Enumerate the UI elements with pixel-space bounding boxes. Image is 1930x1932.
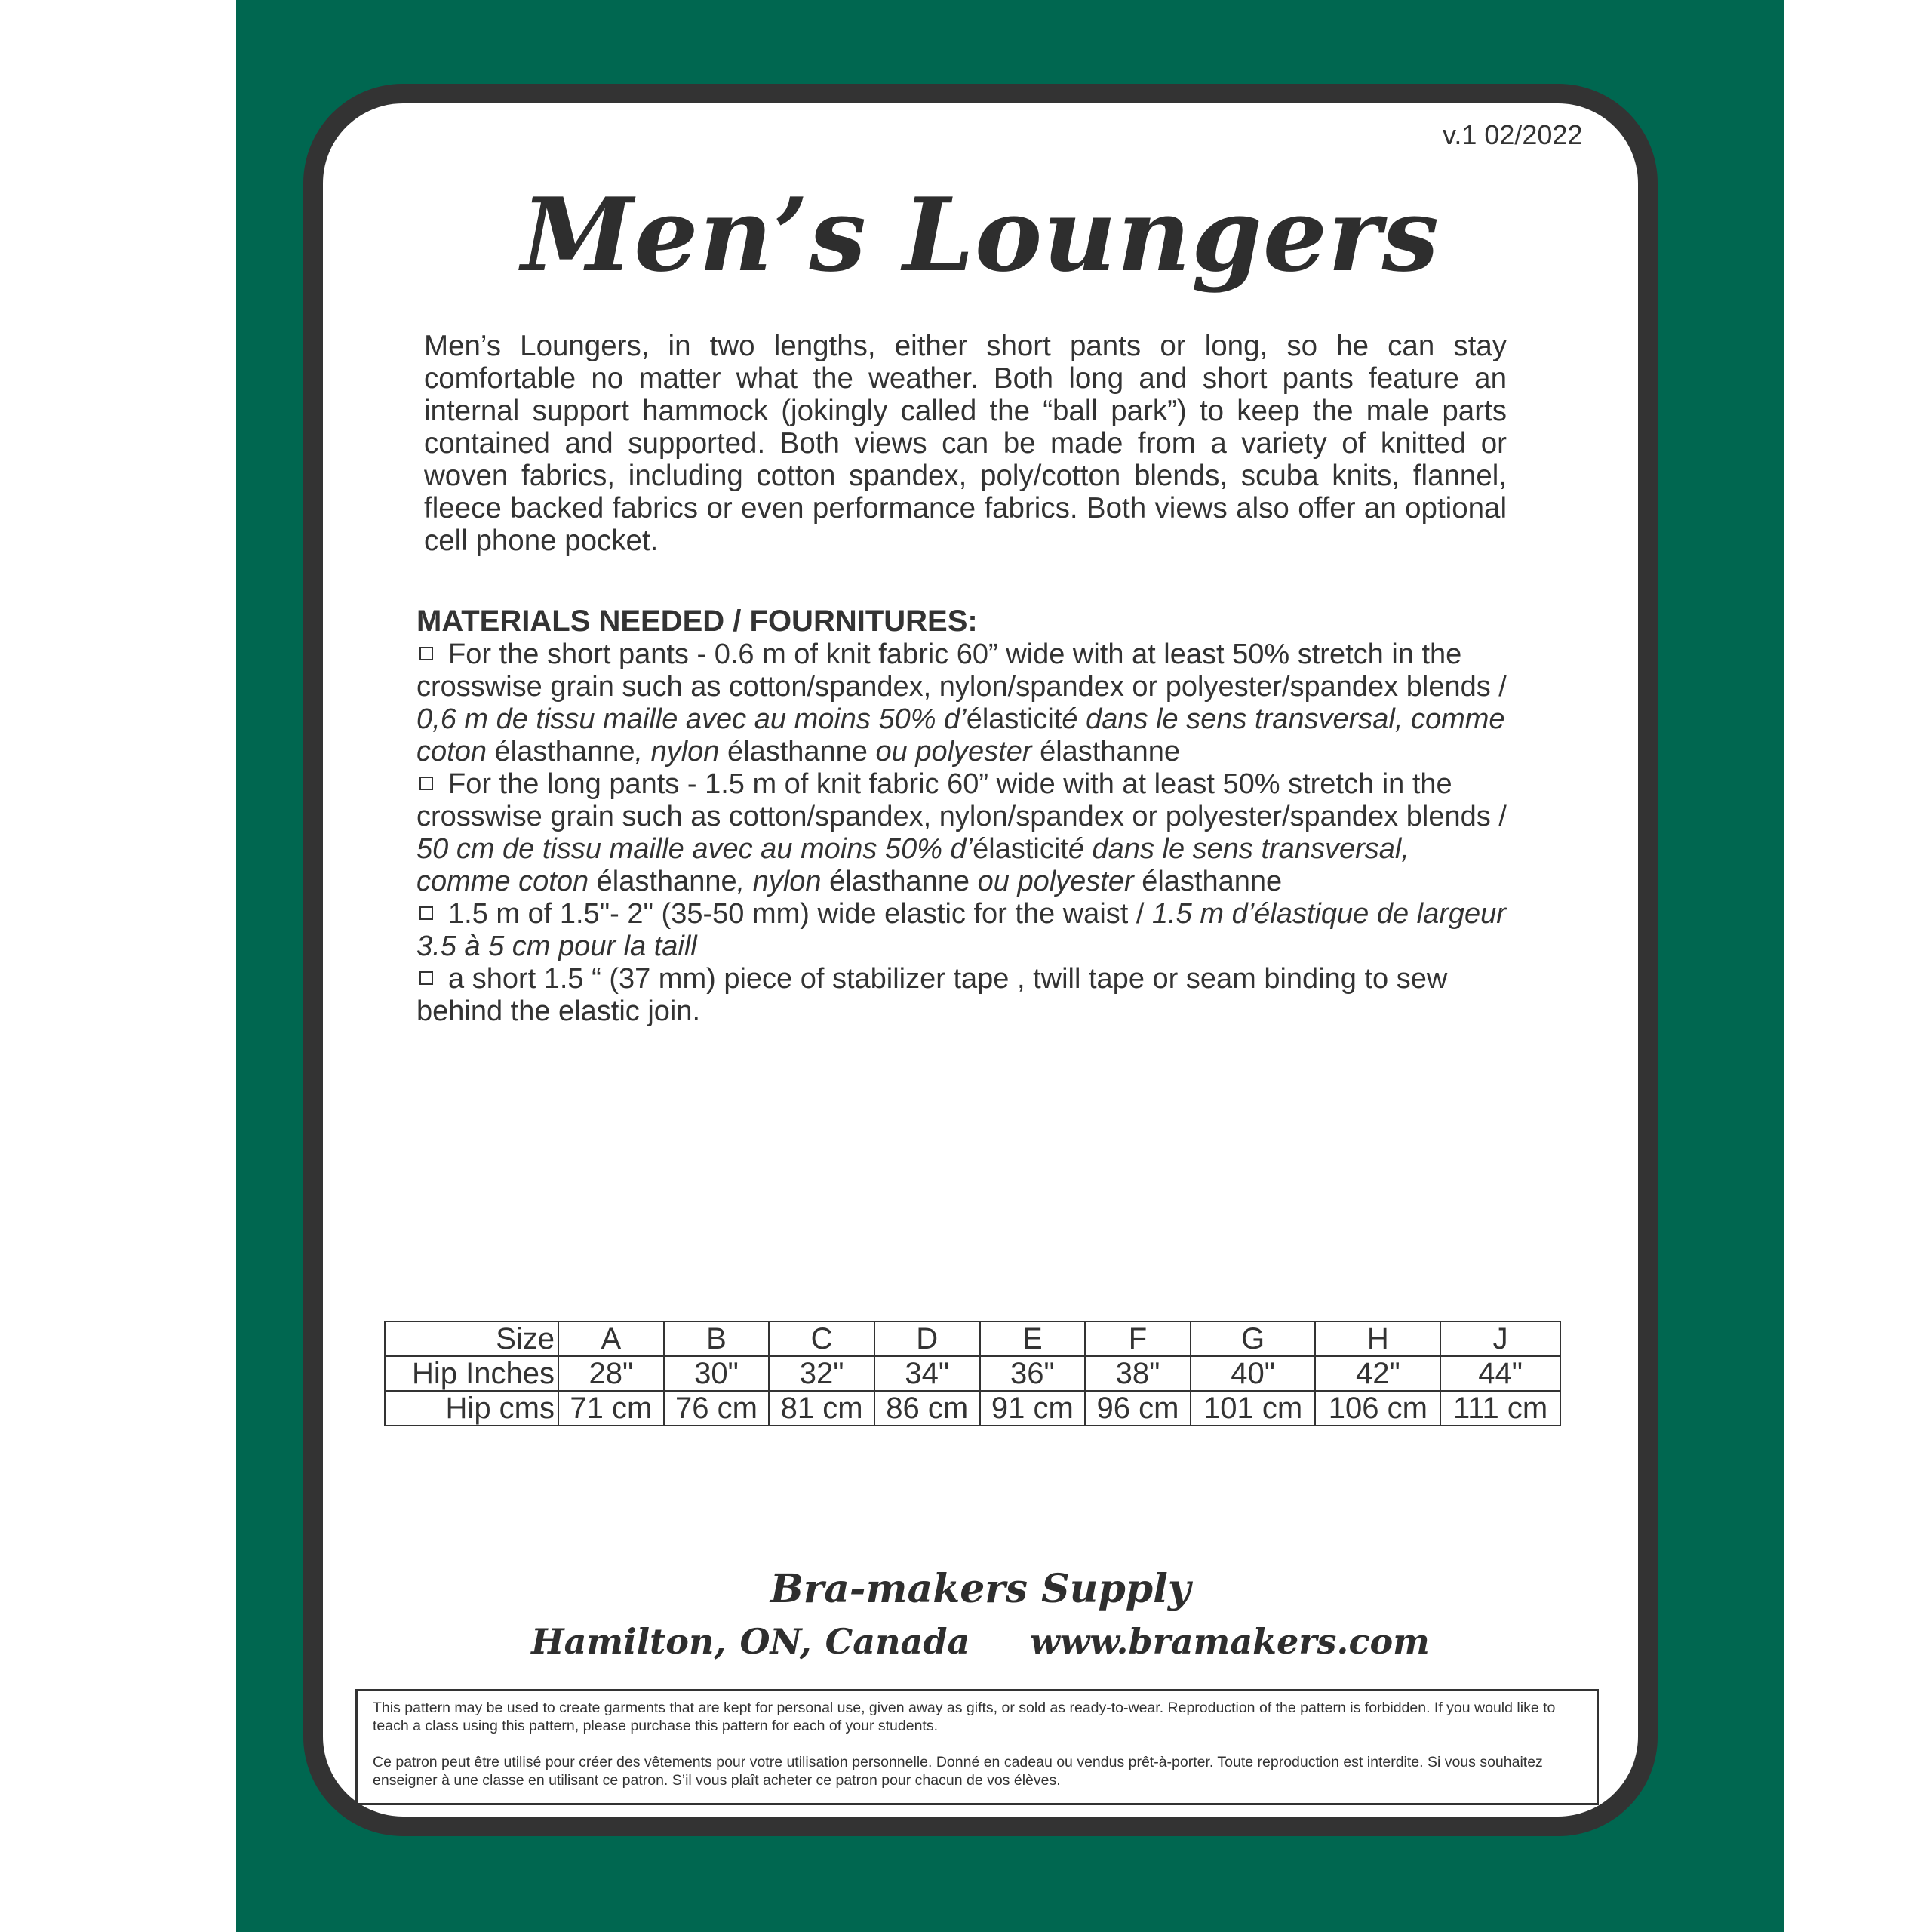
table-row-hip-inches — [385, 1356, 1560, 1391]
material-text-fr: 50 cm de tissu maille avec au moins 50% d’ — [416, 833, 973, 865]
material-text-fr: , nylon — [635, 736, 727, 768]
notice-french: Ce patron peut être utilisé pour créer des vêtements pour votre utilisation personnelle. Donné en cadeau ou vendus prêt-à-porter. Toute reproduction est interdite. Si vous souhaitez enseigner à une classe en utilisant ce patron. S’il vous plaît acheter ce patron pour chacun de vos élèves. — [373, 1754, 1543, 1789]
hip-cms-cell: 81 cm — [769, 1391, 874, 1426]
brand-name: Bra-makers Supply — [770, 1566, 1191, 1612]
hip-inches-cell: 32" — [769, 1356, 874, 1391]
material-text-en: a short 1.5 “ (37 mm) piece of stabilizer tape , twill tape or seam binding to sew behind the elastic join. — [416, 963, 1448, 1027]
material-text-fr: , nylon — [736, 866, 830, 897]
website-link[interactable]: www.bramakers.com — [1030, 1621, 1430, 1662]
material-text-fr: ou polyester — [867, 736, 1040, 768]
material-text-fr: élasticit — [973, 833, 1068, 865]
size-cell: F — [1085, 1321, 1191, 1356]
material-item-long-pants — [416, 768, 1511, 898]
hip-inches-cell: 28" — [558, 1356, 664, 1391]
size-chart-table — [384, 1321, 1561, 1426]
hip-cms-cell: 96 cm — [1085, 1391, 1191, 1426]
checkbox-icon — [419, 777, 433, 790]
hip-cms-cell: 106 cm — [1315, 1391, 1440, 1426]
size-cell: A — [558, 1321, 664, 1356]
hip-inches-cell: 30" — [664, 1356, 770, 1391]
size-cell: B — [664, 1321, 770, 1356]
size-cell: J — [1440, 1321, 1560, 1356]
material-text-fr: é — [1062, 703, 1078, 735]
hip-inches-cell: 40" — [1191, 1356, 1316, 1391]
materials-section — [416, 604, 1511, 1028]
material-item-elastic — [416, 898, 1511, 963]
material-text-fr: élasthanne — [596, 866, 737, 897]
material-text-en: For the long pants - 1.5 m of knit fabric 60” wide with at least 50% stretch in the crosswise grain such as cotton/spandex, nylon/spandex or polyester/spandex blends / — [416, 768, 1507, 832]
hip-cms-cell: 76 cm — [664, 1391, 770, 1426]
material-text-fr: élasthanne — [1142, 866, 1283, 897]
materials-heading: MATERIALS NEEDED / FOURNITURES: — [416, 605, 978, 638]
hip-inches-cell: 44" — [1440, 1356, 1560, 1391]
material-text-fr: é — [1068, 833, 1084, 865]
intro-paragraph: Men’s Loungers, in two lengths, either short pants or long, so he can stay comfortable no matter what the weather. Both long and short pants feature an internal support hammock (jokingly called the “ball park”) to keep the male parts contained and supported. Both views can be made from a variety of knitted or woven fabrics, including cotton spandex, poly/cotton blends, scuba knits, flannel, fleece backed fabrics or even performance fabrics. Both views also offer an optional cell phone pocket. — [424, 330, 1507, 557]
location-text: Hamilton, ON, Canada — [531, 1621, 970, 1662]
material-text-fr: élasthanne — [727, 736, 868, 768]
version-label: v.1 02/2022 — [1443, 119, 1583, 150]
checkbox-icon — [419, 971, 433, 985]
page-title: Men’s Loungers — [521, 175, 1440, 294]
copyright-notice-box — [355, 1689, 1599, 1805]
hip-cms-cell: 86 cm — [874, 1391, 980, 1426]
size-cell: E — [980, 1321, 1086, 1356]
size-cell: H — [1315, 1321, 1440, 1356]
material-text-fr: dans le sens transversal, comme coton — [416, 703, 1505, 768]
hip-cms-cell: 71 cm — [558, 1391, 664, 1426]
material-text-fr: élasthanne — [1040, 736, 1181, 768]
table-row-size — [385, 1321, 1560, 1356]
hip-inches-cell: 36" — [980, 1356, 1086, 1391]
material-text-fr: élasticit — [966, 703, 1062, 735]
material-text-fr: 0,6 m de tissu maille avec au moins 50% d’ — [416, 703, 967, 735]
hip-cms-cell: 111 cm — [1440, 1391, 1560, 1426]
size-cell: D — [874, 1321, 980, 1356]
material-text-fr: élasthanne — [829, 866, 970, 897]
hip-inches-cell: 38" — [1085, 1356, 1191, 1391]
row-label: Hip cms — [385, 1391, 558, 1426]
material-text-fr: élasthanne — [494, 736, 635, 768]
size-cell: C — [769, 1321, 874, 1356]
material-item-short-pants — [416, 638, 1511, 768]
hip-cms-cell: 91 cm — [980, 1391, 1086, 1426]
material-text-fr: dans le sens transversal, comme coton — [416, 833, 1409, 897]
hip-cms-cell: 101 cm — [1191, 1391, 1316, 1426]
material-text-fr: 1.5 m d’élastique de largeur 3.5 à 5 cm pour la taill — [416, 898, 1506, 962]
checkbox-icon — [419, 647, 433, 660]
hip-inches-cell: 42" — [1315, 1356, 1440, 1391]
material-text-fr: ou polyester — [970, 866, 1142, 897]
material-text-en: 1.5 m of 1.5"- 2" (35-50 mm) wide elastic for the waist / — [448, 898, 1145, 930]
material-item-stabilizer-tape — [416, 963, 1511, 1028]
notice-english: This pattern may be used to create garments that are kept for personal use, given away as gifts, or sold as ready-to-wear. Reproduction of the pattern is forbidden. If you would like to teach a class using this pattern, please purchase this pattern for each of your students. — [373, 1700, 1556, 1734]
row-label: Hip Inches — [385, 1356, 558, 1391]
row-label: Size — [385, 1321, 558, 1356]
material-text-en: For the short pants - 0.6 m of knit fabric 60” wide with at least 50% stretch in the crosswise grain such as cotton/spandex, nylon/spandex or polyester/spandex blends / — [416, 638, 1507, 703]
brand-contact — [303, 1621, 1658, 1662]
table-row-hip-cms — [385, 1391, 1560, 1426]
size-cell: G — [1191, 1321, 1316, 1356]
checkbox-icon — [419, 906, 433, 920]
hip-inches-cell: 34" — [874, 1356, 980, 1391]
